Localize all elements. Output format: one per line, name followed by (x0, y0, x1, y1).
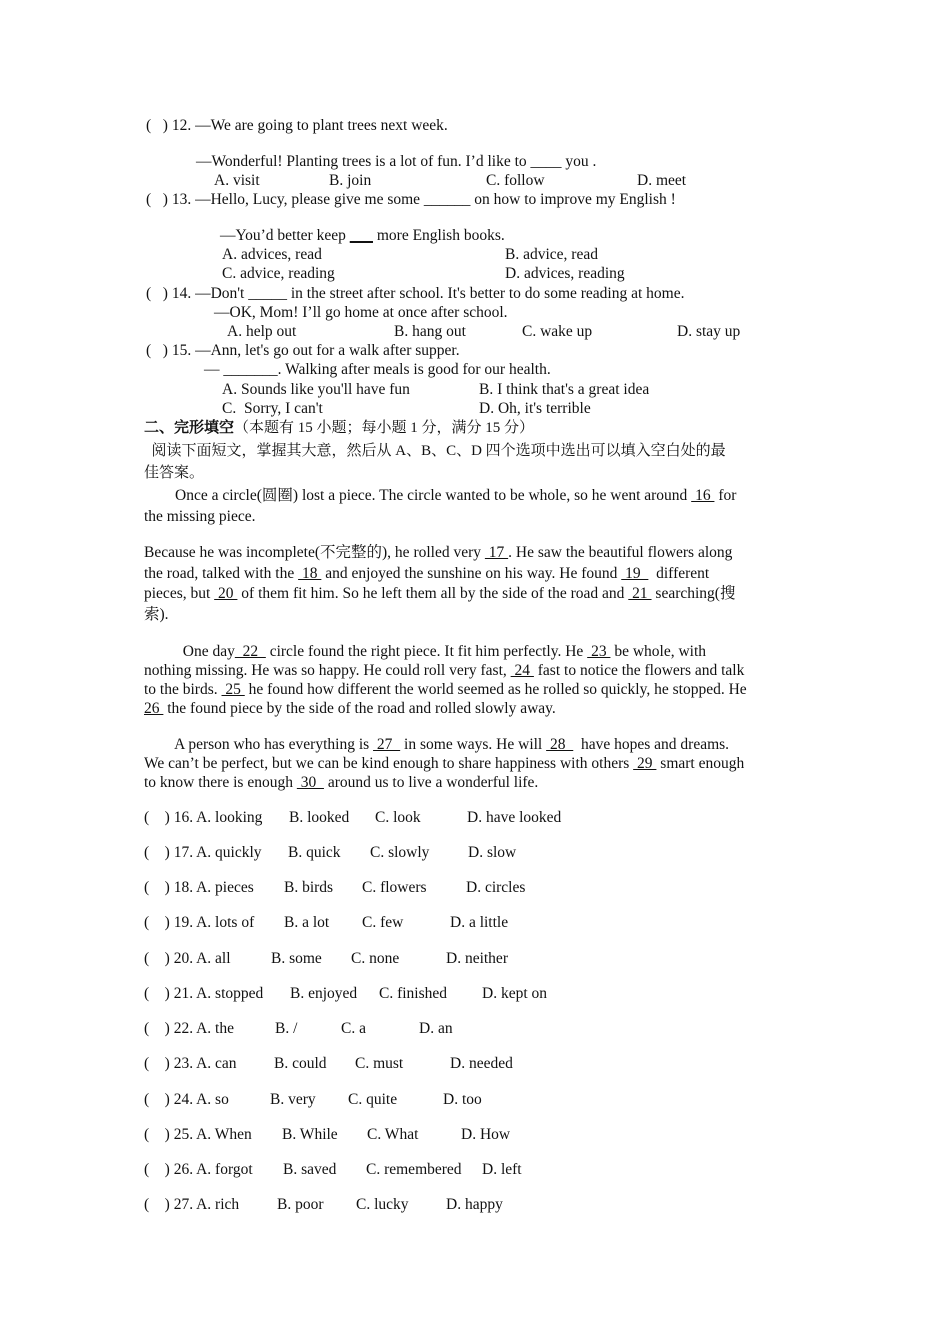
passage-text: in some ways. He will (400, 736, 547, 753)
passage-text: searching(搜 (651, 585, 736, 602)
blank-23: 23 (587, 643, 611, 660)
blank-21: 21 (628, 585, 652, 602)
blank-19: 19 (621, 565, 649, 582)
blank-18: 18 (298, 565, 322, 582)
question-12-option-c: C. follow (486, 172, 545, 189)
cloze-option-b: B. could (274, 1055, 327, 1072)
passage-p2-line-3 (144, 584, 735, 603)
cloze-option-d: D. too (443, 1091, 482, 1108)
passage-text: . He saw the beautiful flowers along (508, 544, 733, 561)
blank-16: 16 (691, 487, 715, 504)
question-15-option-d: D. Oh, it's terrible (479, 400, 591, 417)
passage-text: the found piece by the side of the road and rolled slowly away. (163, 700, 556, 717)
passage-p4-line-3 (144, 773, 538, 792)
cloze-row-22 (144, 1019, 234, 1038)
cloze-row-18 (144, 878, 254, 897)
passage-p3-line-2 (144, 661, 744, 680)
cloze-number: ( ) 23. (144, 1055, 194, 1072)
cloze-number: ( ) 26. (144, 1161, 194, 1178)
question-15-reply: — _______. Walking after meals is good for our health. (204, 361, 551, 378)
cloze-option-a: A. When (196, 1126, 252, 1143)
cloze-option-b: B. a lot (284, 914, 330, 931)
cloze-option-d: D. have looked (467, 809, 562, 826)
cloze-row-16 (144, 808, 262, 827)
blank-27: 27 (373, 736, 401, 753)
question-13-reply (220, 226, 505, 245)
cloze-option-d: D. neither (446, 950, 508, 967)
question-15-option-a: A. Sounds like you'll have fun (222, 381, 410, 398)
passage-text: be whole, with (610, 643, 707, 660)
blank-30: 30 (296, 774, 324, 791)
passage-text: the road, talked with the (144, 565, 299, 582)
cloze-row-27 (144, 1195, 239, 1214)
passage-text: We can’t be perfect, but we can be kind enough to share happiness with others (144, 755, 634, 772)
section-2-instruction-line-2: 佳答案。 (144, 465, 205, 481)
cloze-number: ( ) 21. (144, 985, 194, 1002)
cloze-number: ( ) 24. (144, 1091, 194, 1108)
passage-text: One day (144, 643, 235, 660)
section-2-instruction-line-1: 阅读下面短文，掌握其大意，然后从 A、B、C、D 四个选项中选出可以填入空白处的最 (144, 443, 726, 459)
passage-text: to know there is enough (144, 774, 297, 791)
cloze-row-20 (144, 949, 231, 968)
cloze-option-b: B. saved (283, 1161, 337, 1178)
passage-p1-line-2: the missing piece. (144, 508, 256, 525)
question-13-stem: ( ) 13. —Hello, Lucy, please give me some ______ on how to improve my English ! (146, 191, 676, 208)
blank-20: 20 (214, 585, 238, 602)
cloze-option-a: A. lots of (196, 914, 255, 931)
passage-p3-line-3 (144, 680, 747, 699)
passage-text: A person who has everything is (144, 736, 374, 753)
cloze-row-21 (144, 984, 263, 1003)
passage-text: and enjoyed the sunshine on his way. He found (321, 565, 622, 582)
blank-25: 25 (221, 681, 245, 698)
passage-text: pieces, but (144, 585, 215, 602)
cloze-option-a: A. all (196, 950, 231, 967)
question-12-reply: —Wonderful! Planting trees is a lot of fun. I’d like to ____ you . (196, 153, 597, 170)
cloze-option-c: C. What (367, 1126, 419, 1143)
cloze-row-19 (144, 913, 254, 932)
question-13-option-b: B. advice, read (505, 246, 598, 263)
cloze-option-d: D. slow (468, 844, 517, 861)
cloze-option-a: A. looking (196, 809, 263, 826)
question-13-option-d: D. advices, reading (505, 265, 625, 282)
question-14-option-a: A. help out (227, 323, 297, 340)
cloze-option-d: D. circles (466, 879, 526, 896)
blank-22: 22 (234, 643, 266, 660)
passage-p1-line-1 (144, 486, 736, 505)
cloze-option-a: A. so (196, 1091, 229, 1108)
cloze-option-d: D. an (419, 1020, 453, 1037)
question-14-reply: —OK, Mom! I’ll go home at once after school. (214, 304, 508, 321)
cloze-option-c: C. flowers (362, 879, 427, 896)
cloze-option-c: C. a (341, 1020, 366, 1037)
passage-text: Once a circle(圆圈) lost a piece. The circle wanted to be whole, so he went around (144, 487, 692, 504)
cloze-option-b: B. some (271, 950, 322, 967)
question-14-option-d: D. stay up (677, 323, 741, 340)
passage-p4-line-2 (144, 754, 744, 773)
blank-28: 28 (546, 736, 574, 753)
cloze-option-b: B. quick (288, 844, 341, 861)
cloze-option-c: C. slowly (370, 844, 430, 861)
cloze-option-b: B. / (275, 1020, 298, 1037)
blank-24: 24 (510, 662, 534, 679)
cloze-row-25 (144, 1125, 252, 1144)
cloze-number: ( ) 20. (144, 950, 194, 967)
cloze-option-c: C. few (362, 914, 404, 931)
cloze-row-26 (144, 1160, 253, 1179)
section-2-heading (144, 419, 534, 438)
question-13-reply-b: more English books. (372, 227, 505, 244)
cloze-option-d: D. a little (450, 914, 509, 931)
question-15-option-b: B. I think that's a great idea (479, 381, 650, 398)
cloze-number: ( ) 27. (144, 1196, 194, 1213)
question-12-option-a: A. visit (214, 172, 260, 189)
blank-26: 26 (144, 700, 164, 717)
passage-text: have hopes and dreams. (573, 736, 730, 753)
cloze-option-b: B. birds (284, 879, 334, 896)
passage-p2-line-1 (144, 543, 732, 562)
passage-p2-line-2 (144, 564, 709, 583)
cloze-number: ( ) 18. (144, 879, 194, 896)
cloze-option-d: D. happy (446, 1196, 503, 1213)
question-12-option-b: B. join (329, 172, 372, 189)
question-13-reply-a: —You’d better keep (220, 227, 350, 244)
cloze-option-a: A. rich (196, 1196, 240, 1213)
passage-text: around us to live a wonderful life. (323, 774, 539, 791)
question-14-option-b: B. hang out (394, 323, 466, 340)
question-15-stem: ( ) 15. —Ann, let's go out for a walk after supper. (146, 342, 460, 359)
cloze-option-a: A. forgot (196, 1161, 253, 1178)
cloze-number: ( ) 17. (144, 844, 194, 861)
cloze-option-a: A. stopped (196, 985, 264, 1002)
passage-p3-line-4 (144, 699, 556, 718)
cloze-option-c: C. must (355, 1055, 404, 1072)
section-2-note: （本题有 15 小题；每小题 1 分，满分 15 分） (234, 420, 535, 436)
passage-text: circle found the right piece. It fit him perfectly. He (265, 643, 588, 660)
question-12-stem: ( ) 12. —We are going to plant trees next week. (146, 117, 448, 134)
cloze-row-24 (144, 1090, 229, 1109)
passage-p4-line-1 (144, 735, 729, 754)
question-13-option-c: C. advice, reading (222, 265, 335, 282)
cloze-option-b: B. enjoyed (290, 985, 358, 1002)
passage-text: to the birds. (144, 681, 222, 698)
passage-text: of them fit him. So he left them all by the side of the road and (237, 585, 629, 602)
cloze-option-d: D. needed (450, 1055, 513, 1072)
passage-text: he found how different the world seemed as he rolled so quickly, he stopped. He (244, 681, 747, 698)
cloze-option-a: A. quickly (196, 844, 262, 861)
cloze-option-c: C. lucky (356, 1196, 409, 1213)
question-14-stem: ( ) 14. —Don't _____ in the street after school. It's better to do some reading at home. (146, 285, 685, 302)
cloze-number: ( ) 25. (144, 1126, 194, 1143)
passage-text: different (648, 565, 710, 582)
section-2-title: 二、完形填空 (144, 420, 235, 436)
passage-text: Because he was incomplete(不完整的), he rolled very (144, 544, 485, 561)
cloze-option-a: A. the (196, 1020, 234, 1037)
cloze-option-b: B. looked (289, 809, 350, 826)
cloze-row-17 (144, 843, 262, 862)
cloze-option-a: A. can (196, 1055, 237, 1072)
question-15-option-c: C. Sorry, I can't (222, 400, 323, 417)
cloze-number: ( ) 22. (144, 1020, 194, 1037)
cloze-option-c: C. none (351, 950, 400, 967)
cloze-option-c: C. quite (348, 1091, 398, 1108)
cloze-option-b: B. While (282, 1126, 338, 1143)
question-14-option-c: C. wake up (522, 323, 593, 340)
cloze-option-b: B. poor (277, 1196, 324, 1213)
cloze-option-d: D. left (482, 1161, 522, 1178)
cloze-option-d: D. How (461, 1126, 511, 1143)
passage-text: smart enough (656, 755, 745, 772)
passage-text: for (714, 487, 737, 504)
question-13-option-a: A. advices, read (222, 246, 322, 263)
passage-text: nothing missing. He was so happy. He could roll very fast, (144, 662, 511, 679)
cloze-option-c: C. look (375, 809, 421, 826)
cloze-option-d: D. kept on (482, 985, 548, 1002)
cloze-row-23 (144, 1054, 237, 1073)
blank-29: 29 (633, 755, 657, 772)
blank-17: 17 (484, 544, 509, 561)
cloze-option-b: B. very (270, 1091, 316, 1108)
cloze-number: ( ) 19. (144, 914, 194, 931)
cloze-option-c: C. finished (379, 985, 448, 1002)
cloze-option-a: A. pieces (196, 879, 254, 896)
passage-p3-line-1 (144, 642, 706, 661)
passage-text: fast to notice the flowers and talk (533, 662, 745, 679)
cloze-number: ( ) 16. (144, 809, 194, 826)
cloze-option-c: C. remembered (366, 1161, 462, 1178)
question-13-blank (350, 227, 373, 244)
question-12-option-d: D. meet (637, 172, 687, 189)
passage-p2-line-4: 索). (144, 606, 169, 623)
